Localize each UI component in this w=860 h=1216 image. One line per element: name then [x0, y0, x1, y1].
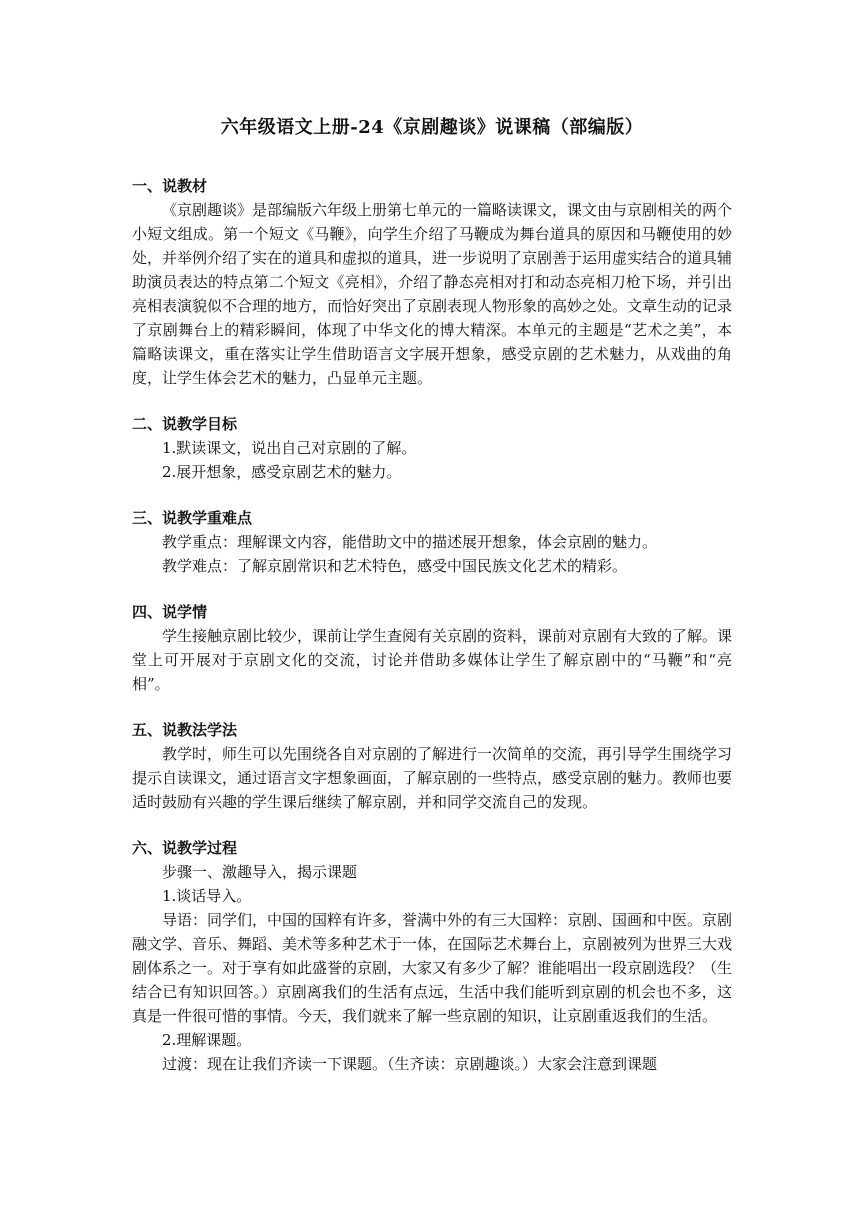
section-key-points [132, 506, 732, 578]
section-heading: 五、说教法学法 [132, 721, 238, 739]
section-heading: 四、说学情 [132, 603, 208, 621]
paragraph: 教学重点：理解课文内容，能借助文中的描述展开想象，体会京剧的魅力。 [162, 533, 658, 551]
section-textbook [132, 174, 732, 390]
paragraph: 1.默读课文，说出自己对京剧的了解。 [162, 439, 417, 457]
section-student-analysis [132, 600, 732, 696]
paragraph: 教学时，师生可以先围绕各自对京剧的了解进行一次简单的交流，再引导学生围绕学习提示自读课文，通过语言文字想象画面，了解京剧的一些特点，感受京剧的魅力。教师也要适时鼓励有兴趣的学生课后继续了解京剧，并和同学交流自己的发现。 [132, 745, 733, 811]
paragraph: 学生接触京剧比较少，课前让学生查阅有关京剧的资料，课前对京剧有大致的了解。课堂上可开展对于京剧文化的交流，讨论并借助多媒体让学生了解京剧中的“马鞭”和“亮相”。 [132, 627, 733, 693]
paragraph: 导语：同学们，中国的国粹有许多，誉满中外的有三大国粹：京剧、国画和中医。京剧融文学、音乐、舞蹈、美术等多种艺术于一体，在国际艺术舞台上，京剧被列为世界三大戏剧体系之一。对于享有如此盛誉的京剧，大家又有多少了解？谁能唱出一段京剧选段？（生结合已有知识回答。）京剧离我们的生活有点远，生活中我们能听到京剧的机会也不多，这真是一件很可惜的事情。今天，我们就来了解一些京剧的知识，让京剧重返我们的生活。 [132, 911, 733, 1025]
section-teaching-goals [132, 412, 732, 484]
paragraph: 过渡：现在让我们齐读一下课题。（生齐读：京剧趣谈。）大家会注意到课题 [162, 1055, 658, 1073]
paragraph: 2.理解课题。 [162, 1031, 252, 1049]
paragraph: 《京剧趣谈》是部编版六年级上册第七单元的一篇略读课文，课文由与京剧相关的两个小短文组成。第一个短文《马鞭》，向学生介绍了马鞭成为舞台道具的原因和马鞭使用的妙处，并举例介绍了实在的道具和虚拟的道具，进一步说明了京剧善于运用虚实结合的道具辅助演员表达的特点第二个短文《亮相》，介绍了静态亮相对打和动态亮相刀枪下场，并引出亮相表演貌似不合理的地方，而恰好突出了京剧表现人物形象的高妙之处。文章生动的记录了京剧舞台上的精彩瞬间，体现了中华文化的博大精深。本单元的主题是“艺术之美”，本篇略读课文，重在落实让学生借助语言文字展开想象，感受京剧的艺术魅力，从戏曲的角度，让学生体会艺术的魅力，凸显单元主题。 [132, 201, 733, 387]
section-teaching-process [132, 836, 732, 1076]
section-heading: 二、说教学目标 [132, 415, 238, 433]
document-title: 六年级语文上册-24《京剧趣谈》说课稿（部编版） [220, 117, 644, 138]
paragraph: 教学难点：了解京剧常识和艺术特色，感受中国民族文化艺术的精彩。 [162, 557, 628, 575]
section-teaching-methods [132, 718, 732, 814]
section-heading: 六、说教学过程 [132, 839, 238, 857]
paragraph: 1.谈话导入。 [162, 887, 252, 905]
section-heading: 一、说教材 [132, 177, 208, 195]
paragraph: 步骤一、激趣导入，揭示课题 [162, 863, 358, 881]
paragraph: 2.展开想象，感受京剧艺术的魅力。 [162, 463, 402, 481]
section-heading: 三、说教学重难点 [132, 509, 253, 527]
